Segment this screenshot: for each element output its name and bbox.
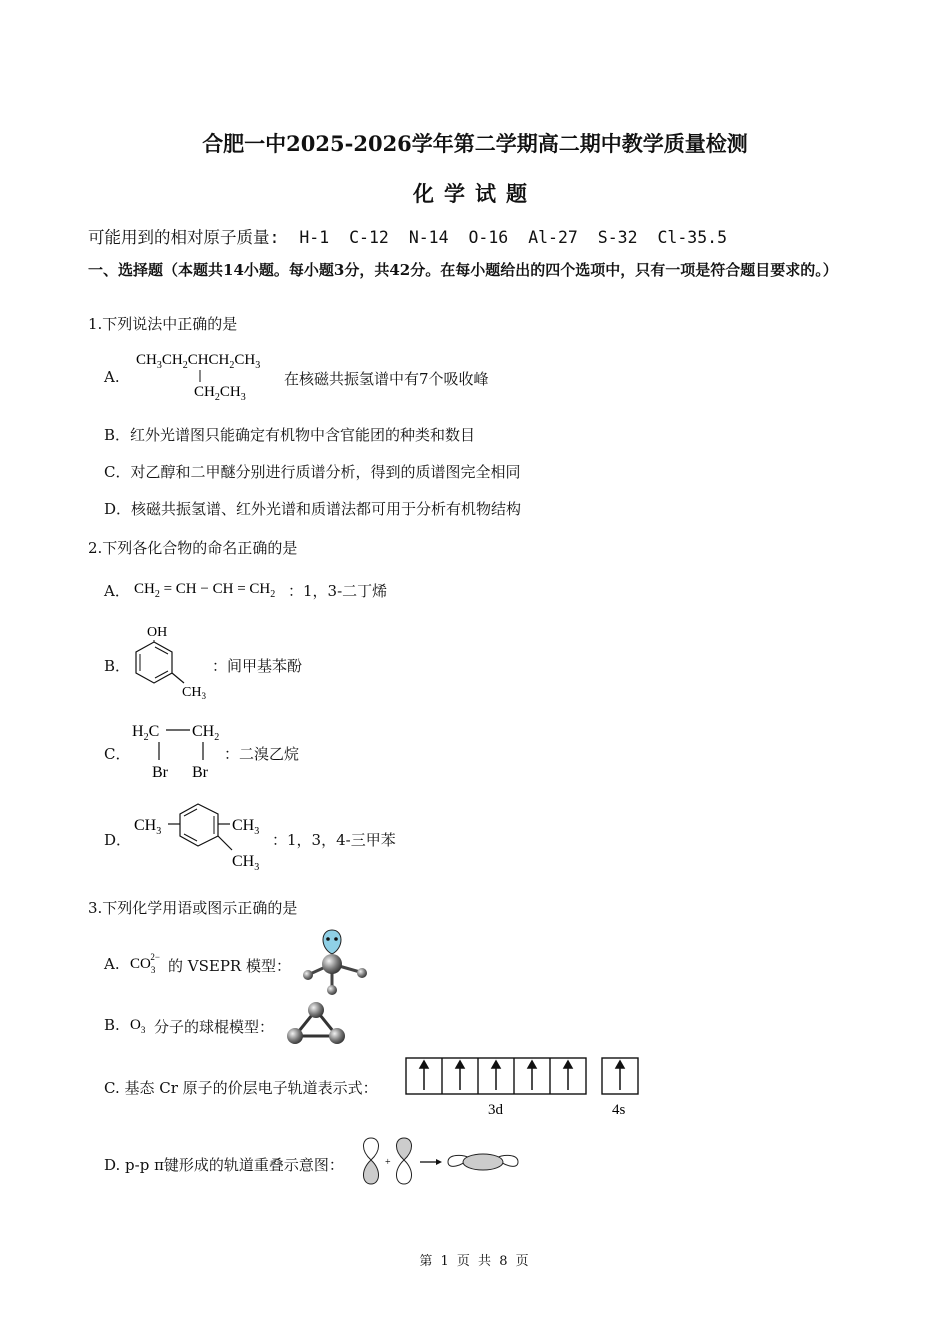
atomic-mass-item: Al-27 (528, 228, 578, 247)
section-title: 一、选择题 (88, 261, 164, 279)
subject-title: 化学试题 (413, 181, 537, 206)
svg-text:CH3: $CH_3$ (232, 817, 260, 837)
q2-option-c-label: C． (104, 745, 131, 763)
section-heading (88, 258, 878, 283)
q3-option-a-text: 的 VSEPR 模型： (168, 957, 291, 975)
svg-text:CH2: $CH_2$ (192, 723, 220, 743)
q2-option-c-text: ：二溴乙烷 (224, 745, 300, 763)
q2-c-structure (130, 718, 230, 782)
q1-option-b: B．红外光谱图只能确定有机物中含官能团的种类和数目 (104, 426, 476, 444)
svg-text:CH2CH3: $CH_2CH_3$ (194, 384, 246, 403)
svg-text:CH3: $CH_3$ (182, 685, 206, 701)
svg-text:CO32−: $CO_32-$ (130, 952, 160, 975)
o3-formula (128, 1011, 152, 1037)
q2-option-b-label: B． (104, 657, 131, 675)
atomic-mass-item: C-12 (349, 228, 389, 247)
svg-text:Br: Br (192, 764, 208, 781)
page-footer: 第 1 页 共 8 页 (419, 1254, 531, 1269)
exam-title: 合肥一中2025-2026学年第二学期高二期中教学质量检测 (202, 131, 748, 156)
svg-text:Br: Br (152, 764, 168, 781)
atomic-masses-label: 可能用到的相对原子质量: (88, 228, 280, 247)
atomic-mass-item: O-16 (468, 228, 509, 247)
atomic-mass-item: S-32 (597, 228, 638, 247)
question-3-stem: 3.下列化学用语或图示正确的是 (88, 899, 298, 917)
q3-option-d-text: D. p-p π键形成的轨道重叠示意图： (104, 1156, 344, 1174)
atomic-masses (88, 224, 737, 248)
svg-text:CH3: $CH_3$ (134, 817, 162, 837)
q3-option-a-label: A. (104, 955, 120, 973)
q2-option-a-label: A． (104, 582, 130, 600)
q2-option-b-text: ：间甲基苯酚 (212, 657, 303, 675)
svg-text:CH3: $CH_3$ (232, 853, 260, 873)
section-instruction: （本题共14小题。每小题3分，共42分。在每小题给出的四个选项中，只有一项是符合题目要求的。） (163, 261, 838, 279)
orbital-4s-label: 4s (612, 1102, 626, 1118)
svg-text:+: + (385, 1157, 391, 1168)
q2-option-d-label: D． (104, 831, 132, 849)
q2-option-d-text: ：1，3，4-三甲苯 (272, 831, 396, 849)
q2-d-structure (132, 794, 292, 876)
q2-a-formula (134, 576, 294, 602)
svg-text:H2C: $H_2C$ (132, 723, 160, 743)
q2-option-a-text: ：1，3-二丁烯 (288, 582, 388, 600)
atomic-mass-item: N-14 (408, 228, 449, 247)
q1-option-c: C．对乙醇和二甲醚分别进行质谱分析，得到的质谱图完全相同 (104, 463, 521, 481)
q1-option-a-label: A. (104, 368, 120, 386)
q3-option-c-text: C. 基态 Cr 原子的价层电子轨道表示式： (104, 1079, 378, 1097)
svg-text:O3: $O_3$ (130, 1017, 146, 1035)
orbital-3d-label: 3d (488, 1102, 503, 1118)
pp-pi-overlap-image (358, 1134, 528, 1188)
svg-text:CH2 = CH − CH = CH2: $CH_2$ = CH − CH = $CH_2$ (134, 581, 276, 600)
cr-orbital-diagram (402, 1056, 642, 1118)
vsepr-model-image (296, 926, 376, 998)
svg-text:CH3CH2CHCH2CH3: $CH_3CH_2CHCH_2CH_3$ (136, 352, 261, 371)
q3-option-b-text: 分子的球棍模型： (154, 1018, 275, 1036)
o3-ball-stick-image (282, 998, 352, 1050)
co3-formula (128, 950, 170, 976)
question-2-stem: 2.下列各化合物的命名正确的是 (88, 539, 298, 557)
q1-option-d: D．核磁共振氢谱、红外光谱和质谱法都可用于分析有机物结构 (104, 500, 522, 518)
q2-b-structure (128, 620, 218, 702)
q1-option-a-text: 在核磁共振氢谱中有7个吸收峰 (284, 370, 489, 388)
q3-option-b-label: B. (104, 1016, 120, 1034)
svg-text:OH: OH (147, 625, 168, 640)
question-1-stem: 1.下列说法中正确的是 (88, 315, 238, 333)
atomic-mass-item: H-1 (299, 228, 330, 247)
atomic-mass-item: Cl-35.5 (657, 228, 728, 247)
q1-a-structure (134, 344, 284, 406)
